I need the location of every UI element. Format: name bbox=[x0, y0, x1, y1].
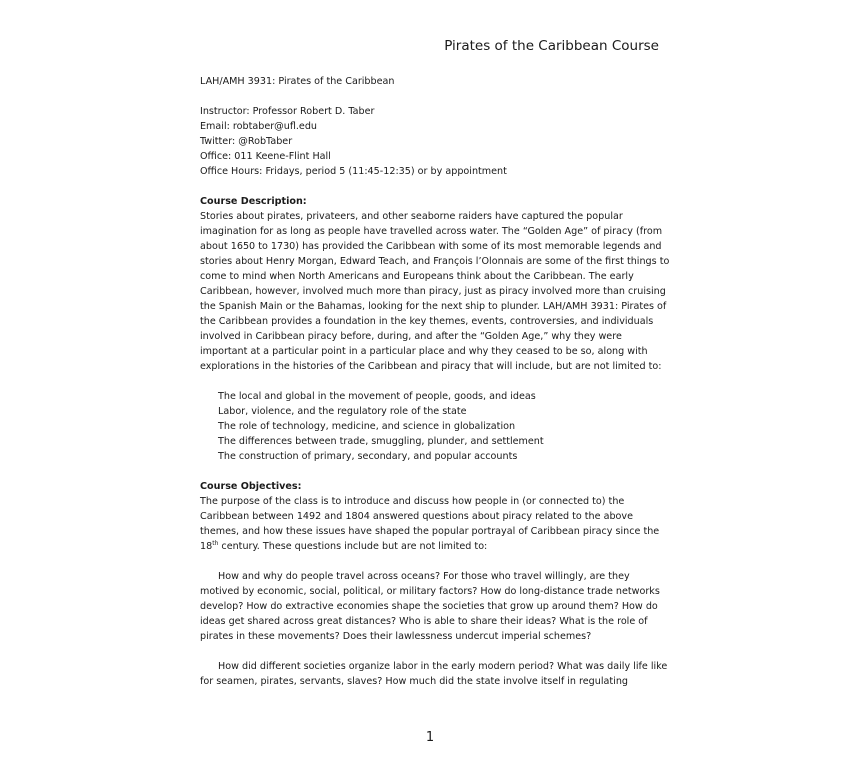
email-line: Email: robtaber@ufl.edu bbox=[200, 121, 318, 132]
course-description-heading: Course Description: bbox=[200, 196, 307, 207]
course-objectives-text bbox=[200, 494, 670, 554]
objectives-text-end: century. These questions include but are not limited to: bbox=[218, 541, 488, 552]
list-item: The differences between trade, smuggling, plunder, and settlement bbox=[218, 436, 544, 447]
list-item: Labor, violence, and the regulatory role of the state bbox=[218, 406, 467, 417]
instructor-line: Instructor: Professor Robert D. Taber bbox=[200, 106, 375, 117]
contact-block bbox=[200, 104, 670, 179]
course-code-title: LAH/AMH 3931: Pirates of the Caribbean bbox=[200, 76, 395, 87]
question-paragraph-2: How did different societies organize labor in the early modern period? What was daily life like for seamen, pirates, servants, slaves? How much did the state involve itself in regulating bbox=[200, 661, 668, 687]
course-objectives-section bbox=[200, 479, 670, 689]
list-item: The local and global in the movement of people, goods, and ideas bbox=[218, 391, 536, 402]
document-body bbox=[200, 74, 670, 704]
course-description-text: Stories about pirates, privateers, and other seaborne raiders have captured the popular imagination for as long as people have travelled across water. The “Golden Age” of piracy (from about 1650 to 1730) has provided the Caribbean with some of its most memorable legends and stories about Henry Morgan, Edward Teach, and François l’Olonnais are some of the first things to come to mind when North Americans and Europeans think about the Caribbean. The early Caribbean, however, involved much more than piracy, just as piracy involved more than cruising the Spanish Main or the Bahamas, looking for the next ship to plunder. LAH/AMH 3931: Pirates of the Caribbean provides a foundation in the key themes, events, controversies, and individuals involved in Caribbean piracy before, during, and after the “Golden Age,” why they were important at a particular point in a particular place and why they ceased to be so, along with explorations in the histories of the Caribbean and piracy that will include, but are not limited to: bbox=[200, 211, 670, 372]
objectives-text-start: The purpose of the class is to introduce and discuss how people in (or connected to) the Caribbean between 1492 and 1804 answered questions about piracy related to the above themes, and how these issues have shaped the popular portrayal of Caribbean piracy since the 18 bbox=[200, 496, 660, 552]
ordinal-suffix: th bbox=[212, 539, 219, 547]
page-number: 1 bbox=[425, 730, 435, 745]
list-item: The construction of primary, secondary, and popular accounts bbox=[218, 451, 518, 462]
running-header: Pirates of the Caribbean Course bbox=[444, 38, 659, 54]
course-objectives-heading: Course Objectives: bbox=[200, 481, 302, 492]
list-item: The role of technology, medicine, and science in globalization bbox=[218, 421, 516, 432]
office-hours-line: Office Hours: Fridays, period 5 (11:45-12:35) or by appointment bbox=[200, 166, 507, 177]
course-title-block bbox=[200, 74, 670, 89]
office-line: Office: 011 Keene-Flint Hall bbox=[200, 151, 331, 162]
themes-list bbox=[200, 389, 670, 464]
twitter-line: Twitter: @RobTaber bbox=[200, 136, 293, 147]
course-description-section bbox=[200, 194, 670, 464]
question-paragraph-1: How and why do people travel across oceans? For those who travel willingly, are they motived by economic, social, political, or military factors? How do long-distance trade networks develop? How do extractive economies shape the societies that grow up around them? How do ideas get shared across great distances? Who is able to share their ideas? What is the role of pirates in these movements? Does their lawlessness undercut imperial schemes? bbox=[200, 571, 660, 642]
